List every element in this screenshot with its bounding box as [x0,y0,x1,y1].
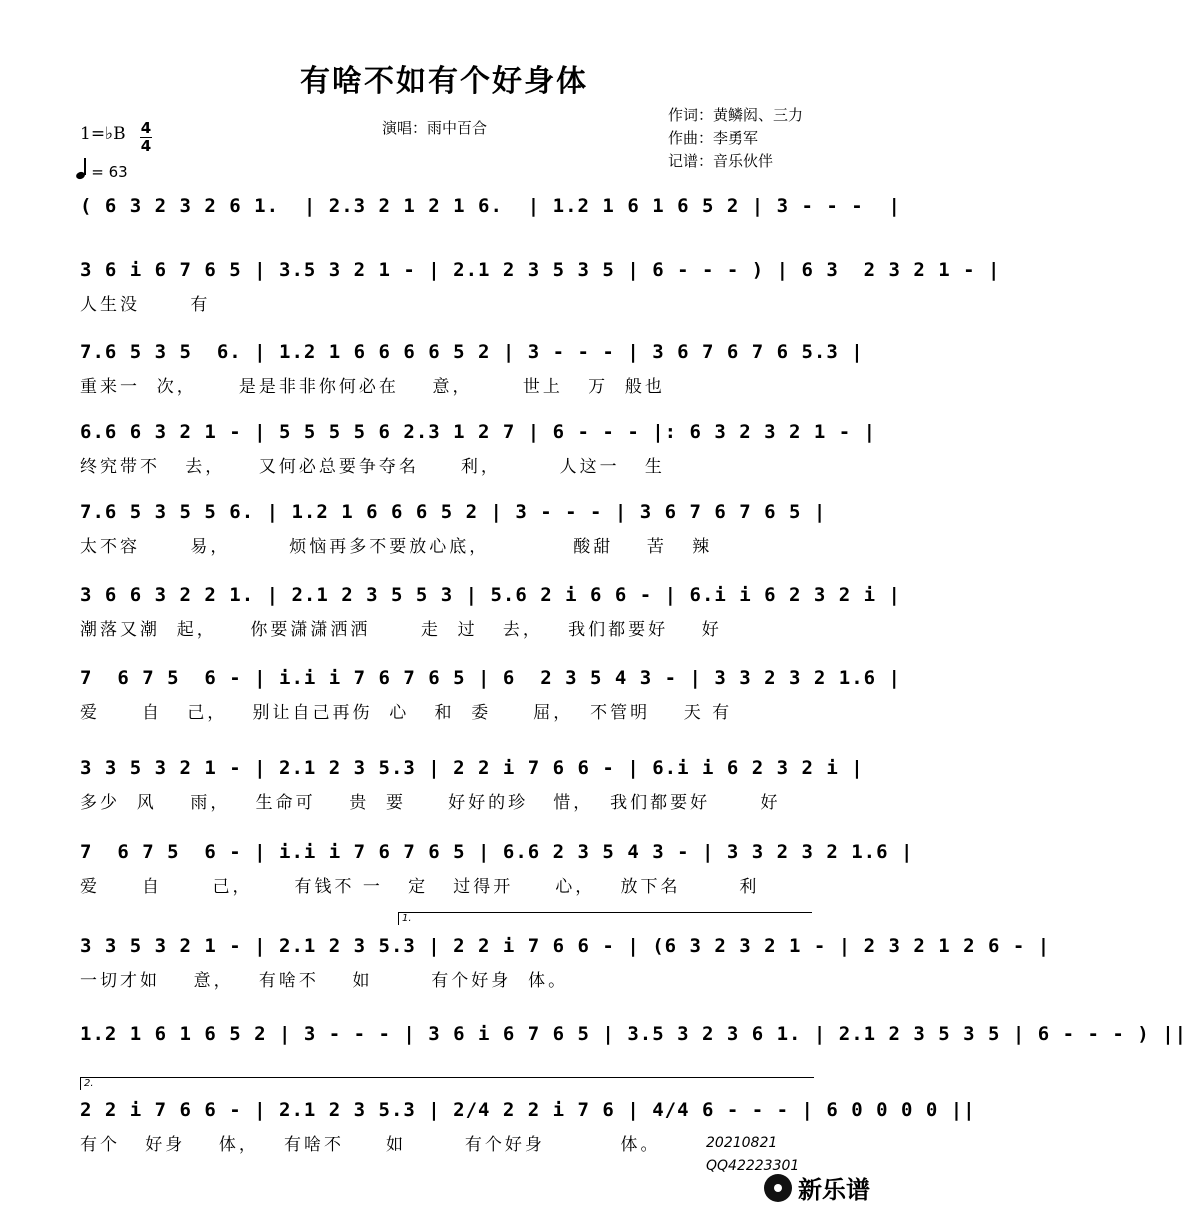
music-row: 7 6 7 5 6 - | i.i i 7 6 7 6 5 | 6 2 3 5 4 3 - | 3 3 2 3 2 1.6 | [80,667,901,689]
lyric-row: 太不容 易， 烦恼再多不要放心底， 酸甜 苦 辣 [80,537,713,557]
logo-text: 新乐谱 [798,1176,870,1204]
page-title: 有啥不如有个好身体 [300,64,588,99]
lyric-row: 人生没 有 [80,295,211,315]
volta-2: 2. [80,1077,814,1090]
lyric-row: 爱 自 己， 别让自己再伤 心 和 委 屈， 不管明 天 有 [80,703,733,723]
footer-date: 20210821 [706,1135,778,1151]
footer-qq: QQ42223301 [706,1158,800,1174]
lyric-row: 一切才如 意， 有啥不 如 有个好身 体。 [80,971,569,991]
singer: 演唱：雨中百合 [382,119,488,137]
tempo-marking [76,160,128,181]
transcriber: 记谱：音乐伙伴 [668,152,774,170]
key-signature: 1=♭B [80,124,126,144]
lyric-row: 多少 风 雨， 生命可 贵 要 好好的珍 惜， 我们都要好 好 [80,793,781,813]
note-stem [84,158,86,175]
music-row: 2 2 i 7 6 6 - | 2.1 2 3 5.3 | 2/4 2 2 i 7 6 | 4/4 6 - - - | 6 0 0 0 0 || [80,1099,976,1121]
music-row: 7.6 5 3 5 6. | 1.2 1 6 6 6 6 5 2 | 3 - - - | 3 6 7 6 7 6 5.3 | [80,341,864,363]
lyric-row: 有个 好身 体， 有啥不 如 有个好身 体。 [80,1135,661,1155]
music-row: 3 3 5 3 2 1 - | 2.1 2 3 5.3 | 2 2 i 7 6 6 - | (6 3 2 3 2 1 - | 2 3 2 1 2 6 - | [80,935,1051,957]
music-row: ( 6 3 2 3 2 6 1. | 2.3 2 1 2 1 6. | 1.2 1 6 1 6 5 2 | 3 - - - | [80,195,901,217]
meter-bottom: 4 [140,137,152,155]
lyricist: 作词：黄鳞闳、三力 [668,106,804,124]
music-row: 3 6 i 6 7 6 5 | 3.5 3 2 1 - | 2.1 2 3 5 3 5 | 6 - - - ) | 6 3 2 3 2 1 - | [80,259,1001,281]
music-row: 7.6 5 3 5 5 6. | 1.2 1 6 6 6 5 2 | 3 - - - | 3 6 7 6 7 6 5 | [80,501,827,523]
meter-top: 4 [140,119,152,137]
lyric-row: 重来一 次， 是是非非你何必在 意， 世上 万 般也 [80,377,665,397]
site-logo [764,1170,870,1205]
composer: 作曲：李勇军 [668,129,759,147]
music-row: 7 6 7 5 6 - | i.i i 7 6 7 6 5 | 6.6 2 3 5 4 3 - | 3 3 2 3 2 1.6 | [80,841,914,863]
music-row: 3 3 5 3 2 1 - | 2.1 2 3 5.3 | 2 2 i 7 6 6 - | 6.i i 6 2 3 2 i | [80,757,864,779]
music-row: 3 6 6 3 2 2 1. | 2.1 2 3 5 5 3 | 5.6 2 i 6 6 - | 6.i i 6 2 3 2 i | [80,584,901,606]
credits [668,104,803,173]
record-disc-icon [764,1174,792,1202]
time-signature [140,120,152,155]
music-row: 1.2 1 6 1 6 5 2 | 3 - - - | 3 6 i 6 7 6 5 | 3.5 3 2 3 6 1. | 2.1 2 3 5 3 5 | 6 - - - ) || [80,1023,1187,1045]
tempo-value: = 63 [91,163,128,181]
volta-1: 1. [398,912,812,925]
lyric-row: 终究带不 去， 又何必总要争夺名 利， 人这一 生 [80,457,665,477]
lyric-row: 潮落又潮 起， 你要潇潇洒洒 走 过 去， 我们都要好 好 [80,620,722,640]
lyric-row: 爱 自 己， 有钱不 一 定 过得开 心， 放下名 利 [80,877,760,897]
music-row: 6.6 6 3 2 1 - | 5 5 5 5 6 2.3 1 2 7 | 6 - - - |: 6 3 2 3 2 1 - | [80,421,877,443]
